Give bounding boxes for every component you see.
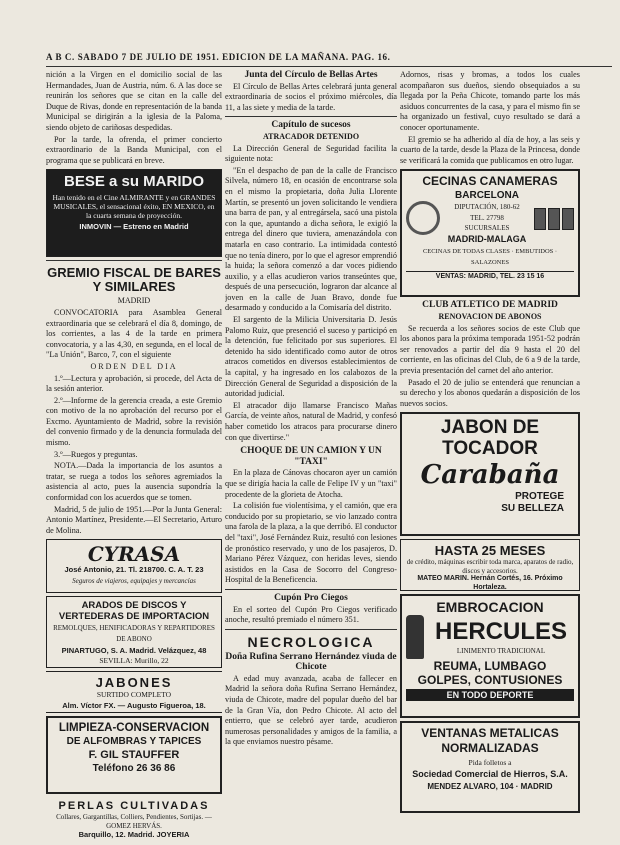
gremio-item-1: 1.º—Lectura y aprobación, si procede, del Acta de la sesión anterior.	[46, 373, 222, 394]
ad-jabon-tocador	[400, 412, 580, 536]
ad-limpieza-sub: DE ALFOMBRAS Y TAPICES	[66, 736, 202, 748]
column-2	[225, 70, 397, 842]
cecinas-logo-icon	[406, 201, 440, 235]
page-header: A B C. SABADO 7 DE JULIO DE 1951. EDICION DE LA MAÑANA. PAG. 16.	[46, 52, 612, 67]
ad-cecinas	[400, 169, 580, 297]
ad-jabon-l2: TOCADOR	[442, 438, 538, 460]
ad-cecinas-addr: DIPUTACIÓN, 180-62	[454, 202, 520, 211]
ad-cecinas-cities: MADRID-MALAGA	[447, 233, 527, 244]
ad-hercules-name: HERCULES	[434, 617, 567, 645]
necro-sub: Doña Rufina Serrano Hernández viuda de Chicote	[225, 651, 397, 673]
ad-limpieza-title: LIMPIEZA-CONSERVACION	[58, 722, 210, 735]
ad-cyrasa	[46, 539, 222, 593]
choque-title: CHOQUE DE UN CAMION Y UN "TAXI"	[240, 446, 382, 467]
ad-perlas	[46, 797, 222, 839]
bottle-icon	[406, 615, 424, 659]
ad-perlas-title: PERLAS CULTIVADAS	[58, 800, 210, 813]
ad-bese-sub: INMOVIN — Estreno en Madrid	[79, 222, 189, 232]
divider	[225, 589, 397, 590]
ad-hercules-sub: LINIMENTO TRADICIONAL	[456, 646, 546, 655]
ad-arados-sevilla: SEVILLA: Murillo, 22	[99, 656, 169, 666]
ad-bese-text: Han tenido en el Cine ALMIRANTE y en GRANDES MUSICALES, el sensacional éxito, EN MEXICO, en la cuarta semana de proyección.	[52, 193, 216, 221]
ad-arados	[46, 596, 222, 668]
ad-bese-title: BESE a su MARIDO	[63, 173, 205, 191]
ad-hasta-text: de crédito, máquinas escribir toda marca, aparatos de radio, discos y accesorios.	[406, 558, 574, 575]
club-sub: RENOVACION DE ABONOS	[438, 311, 542, 321]
club-p2: Pasado el 20 de julio se entenderá que renuncian a su derecho y los abonos quedarán a disposición de los nuevos socios.	[400, 377, 580, 408]
choque-p1: En la plaza de Cánovas chocaron ayer un camión que se dirigía hacia la calle de Felipe IV y un "taxi" procedente de la glorieta de Atocha.	[225, 468, 397, 499]
gremio-city: MADRID	[117, 296, 151, 306]
cupon-text: En el sorteo del Cupón Pro Ciegos verificado anoche, resultó premiado el número 351.	[225, 604, 397, 625]
ad-limpieza-name: F. GIL STAUFFER	[88, 749, 180, 762]
ad-perlas-addr: Barquillo, 12. Madrid. JOYERIA	[78, 830, 190, 840]
ad-limpieza-tel: Teléfono 26 36 86	[92, 763, 176, 775]
ad-jabon-slogan1: PROTEGE	[515, 491, 564, 503]
ad-arados-contact: PINARTUGO, S. A. Madrid. Velázquez, 48	[61, 645, 207, 655]
sucesos-title: Capítulo de sucesos	[271, 120, 351, 131]
club-title: CLUB ATLETICO DE MADRID	[422, 300, 558, 311]
necro-title: NECROLOGICA	[247, 633, 375, 650]
divider	[225, 629, 397, 630]
ad-perlas-text: Collares, Gargantillas, Colliers, Pendientes, Sortijas. — GOMEZ HERVÁS.	[56, 813, 212, 830]
ad-cecinas-sub: CECINAS DE TODAS CLASES · EMBUTIDOS · SALAZONES	[422, 248, 558, 266]
cupon-title: Cupón Pro Ciegos	[274, 592, 348, 603]
top-text: Adornos, risas y bromas, a todos los cuales acompañaron sus dueños, siendo obsequiados a su llegada por la Peña Chicote, tomando parte los más asiduos concurrentes de la casa, y para el mismo fin se ha organizado un festival, cuyo resultado se dará a conocer oportunamente.	[400, 70, 580, 132]
junta-title: Junta del Círculo de Bellas Artes	[244, 70, 378, 80]
sucesos-p1: La Dirección General de Seguridad facilita la siguiente nota:	[225, 143, 397, 164]
ad-jabones-addr: Alm. Víctor FX. — Augusto Figueroa, 18.	[62, 701, 206, 710]
ad-ventanas-l1: VENTANAS METALICAS	[421, 726, 559, 741]
ad-ventanas	[400, 721, 580, 813]
ad-hasta	[400, 539, 580, 591]
choque-p2: La colisión fue violentísima, y el camión, que era conducido por su propietario, se vio lanzado contra una farola de la plaza, a la que derribó. El conductor del "taxi", José Fernández Ruiz, resultó con lesiones de pronóstico reservado, y uno de los pasajeros, D. Mariano Pérez Vázquez, con heridas leves, siendo asistidos en la Casa de Socorro del Congreso-Hospital de la Beneficencia.	[225, 501, 397, 585]
gremio-nota: NOTA.—Dada la importancia de los asuntos a tratar, se ruega a todos los señores agremiados la asistencia al acto, pues la ausencia supondría la conformidad con los acuerdos que se tomen.	[46, 461, 222, 503]
ad-hasta-title: HASTA 25 MESES	[434, 543, 546, 559]
ad-arados-sub: REMOLQUES, HENIFICADORAS Y REPARTIDORES DE ABONO	[53, 624, 215, 643]
ad-hercules-top: EMBROCACION	[436, 599, 544, 616]
junta-text: El Círculo de Bellas Artes celebrará junta general extraordinaria de socios el próximo miércoles, día 11, a las siete y media de la tarde.	[225, 81, 397, 112]
ad-jabones-sub: SURTIDO COMPLETO	[96, 690, 172, 700]
ad-jabones-title: JABONES	[95, 675, 173, 691]
column-3	[400, 70, 580, 842]
ad-hercules-l1: REUMA, LUMBAGO	[433, 659, 547, 674]
ad-cyrasa-addr: José Antonio, 21. Tl. 218700. C. A. T. 23	[64, 565, 204, 575]
column-1	[46, 70, 222, 842]
ad-cecinas-tel: TEL. 27798	[470, 213, 504, 222]
necro-text: A edad muy avanzada, acaba de fallecer en Madrid la señora doña Rufina Serrano Hernández, viuda de Chicote, madre del popular dueño del bar de la Gran Vía, don Pedro Chicote. Al acto del entierro, que se celebró ayer tarde, acudieron numerosas personalidades y amigos de la familia, a la que enviamos nuestro pésame.	[225, 673, 397, 747]
sucesos-p3: El sargento de la Milicia Universitaria D. Jesús Palomo Ruiz, que presenció el suceso y participó en la detención, fue felicitado por sus superiores. El detenido ha sido identificado como autor de otros atracos cometidos en diversos establecimientos de la capital, y ha ingresado en los calabozos de la Dirección General de Seguridad a disposición de la autoridad judicial.	[225, 315, 397, 399]
gremio-title: GREMIO FISCAL DE BARES Y SIMILARES	[47, 265, 221, 295]
club-p1: Se recuerda a los señores socios de este Club que los abonos para la próxima temporada 1951-52 podrán ser renovados a partir del día 9 hasta el 20 del corriente, en las oficinas del Club, de 6 a 9 de la tarde, previa presentación del carnet del año anterior.	[400, 323, 580, 375]
ad-jabon-brand: Carabaña	[420, 460, 560, 491]
gremio-signature: Madrid, 5 de julio de 1951.—Por la Junta General: Antonio Martínez, Presidente.—El Secretario, Arturo de Molina.	[46, 504, 222, 535]
sucesos-p2: "En el despacho de pan de la calle de Francisco Silvela, número 18, en ocasión de encontrarse sola en el mismo la propietaria, doña Julia Llorente Martín, se presentó un joven solicitando le vendiera una barra de pan, y al entregársela, sacó una pistola con la que, apuntando a dicha señora, le exigió la entrega del dinero que tuviera, amenazándola con matarla en caso contrario. La intimidada contestó que no tenía dinero, por lo que el agresor emprendió la huida; la señora comenzó a dar voces pidiendo auxilio, y a ellas acudieron varios transeúntes que, después de una persecución, lograron dar alcance al joven en la calle de Juan Bravo, donde fue desarmado y conducido a la Comisaría del distrito.	[225, 165, 397, 313]
gremio-orden: ORDEN DEL DIA	[90, 361, 178, 371]
ad-hercules-l2: GOLPES, CONTUSIONES	[417, 673, 563, 688]
ad-ventanas-company: Sociedad Comercial de Hierros, S.A.	[412, 768, 568, 779]
ad-cyrasa-line: Seguros de viajeros, equipajes y mercancías	[72, 577, 196, 585]
ad-jabon-l1: JABON DE	[440, 417, 540, 439]
ad-arados-title: ARADOS DE DISCOS Y VERTEDERAS DE IMPORTACION	[58, 600, 210, 623]
divider	[225, 116, 397, 117]
ad-cecinas-city: BARCELONA	[455, 190, 519, 202]
ad-hasta-addr: MATEO MARIN. Hernán Cortés, 16. Próximo Hortaleza.	[417, 575, 563, 591]
ad-cyrasa-name: CYRASA	[87, 542, 181, 567]
note-text: Por la tarde, la ofrenda, el primer concierto extraordinario de la Banda Municipal, con el programa que se publicará en breve.	[46, 134, 222, 165]
ad-cecinas-title: CECINAS CANAMERAS	[422, 174, 558, 189]
ad-hercules	[400, 594, 580, 718]
top-text-2: El gremio se ha adherido al día de hoy, a las seis y cuarto de la tarde, desde la Plaza de la Princesa, donde se verificará la comida que publicamos en otro lugar.	[400, 134, 580, 165]
ad-jabon-slogan2: SU BELLEZA	[501, 503, 564, 515]
ad-limpieza	[46, 716, 222, 794]
gremio-item-2: 2.º—Informe de la gerencia creada, a este Gremio con motivo de la no aprobación del recurso por el Excmo. Ayuntamiento de Madrid, sobre la revisión del convenio firmado y de la denuncia formulada del mismo.	[46, 395, 222, 448]
ad-ventanas-folletos: Pida folletos a	[468, 758, 512, 768]
gremio-p1: CONVOCATORIA para Asamblea General extraordinaria que se celebrará el día 8, domingo, de los corrientes, a las 4 de la tarde en primera convocatoria, y a las 4,30, en segunda, en el local de "La Unión", Barco, 7, con el siguiente	[46, 307, 222, 360]
ad-cecinas-foot: VENTAS: MADRID, TEL. 23 15 16	[406, 271, 574, 283]
ad-bese	[46, 169, 222, 257]
sucesos-p4: El atracador dijo llamarse Francisco Mañas García, de veinte años, natural de Madrid, y confesó haber cometido los atracos para procurarse dinero con que divertirse."	[225, 400, 397, 442]
divider	[46, 260, 222, 261]
intro-text: nición a la Virgen en el domicilio social de las Hermandades, Juan de Austria, núm. 6. A las doce se reunirán los señores que se citan en la calle del Duque de Rivas, donde en representación de la banda Municipal se dirigirán a la iglesia de la Paloma, siendo objeto de cariñosas despedidas.	[46, 70, 222, 132]
gremio-item-3: 3.º—Ruegos y preguntas.	[54, 449, 138, 459]
ad-cecinas-suc: SUCURSALES	[464, 224, 510, 233]
ad-hercules-l3: EN TODO DEPORTE	[406, 689, 574, 701]
sucesos-sub: ATRACADOR DETENIDO	[262, 131, 360, 141]
ad-jabones	[46, 671, 222, 713]
product-shelf-icon	[534, 208, 574, 230]
ad-ventanas-addr: MENDEZ ALVARO, 104 · MADRID	[427, 781, 553, 791]
ad-ventanas-l2: NORMALIZADAS	[441, 741, 539, 756]
